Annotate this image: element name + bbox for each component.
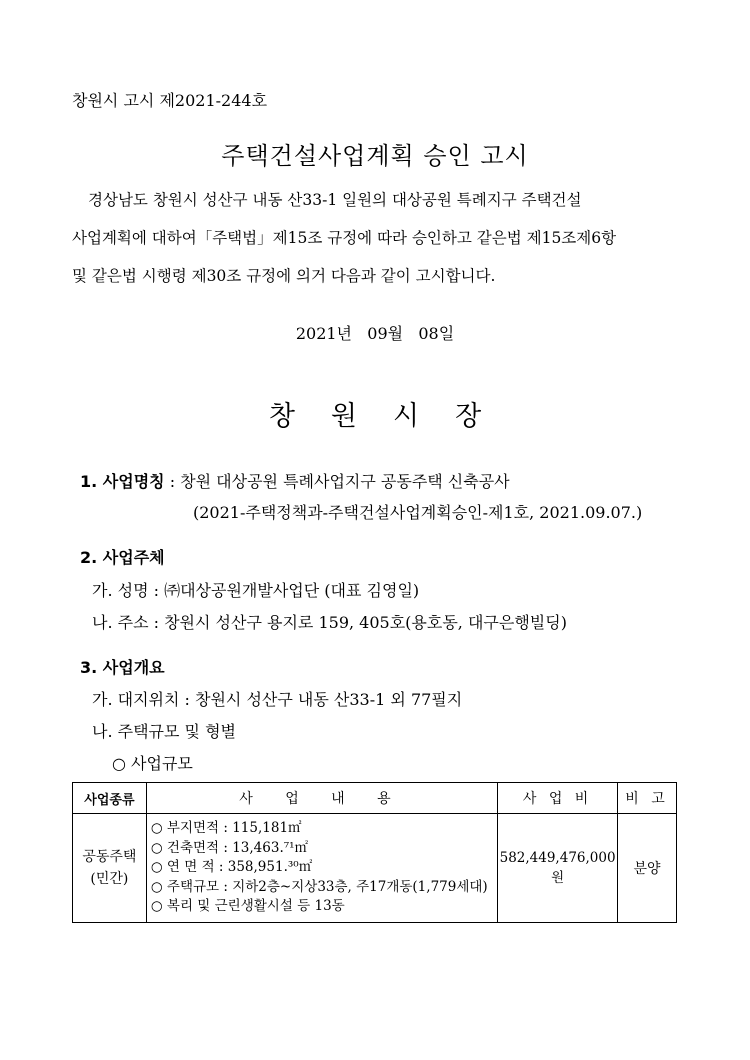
section-3-scale-heading: 나. 주택규모 및 형별	[92, 722, 236, 741]
header-type: 사업종류	[73, 783, 147, 814]
table-header-row	[73, 783, 677, 814]
section-3-heading: 3. 사업개요	[80, 658, 165, 677]
intro-line-2: 사업계획에 대하여「주택법」제15조 규정에 따라 승인하고 같은법 제15조제6항	[72, 229, 617, 247]
cell-content	[146, 814, 497, 923]
page-title: 주택건설사업계획 승인 고시	[221, 142, 529, 170]
notice-date: 2021년 09월 08일	[295, 324, 455, 343]
cell-note: 분양	[618, 814, 677, 923]
content-item: ○ 연 면 적 : 358,951.³⁰㎡	[150, 859, 313, 876]
project-table	[72, 782, 677, 923]
type-line-1: 공동주택	[82, 849, 137, 865]
header-cost: 사 업 비	[498, 783, 618, 814]
issuer-name: 창원시장	[268, 401, 518, 432]
section-1-sub: (2021-주택정책과-주택건설사업계획승인-제1호, 2021.09.07.)	[193, 503, 643, 522]
section-3-site: 가. 대지위치 : 창원시 성산구 내동 산33-1 외 77필지	[92, 690, 463, 709]
section-1-text: : 창원 대상공원 특례사업지구 공동주택 신축공사	[164, 472, 510, 491]
section-3-scale-sub: ○ 사업규모	[112, 754, 193, 773]
intro-paragraph	[72, 181, 692, 295]
content-item: ○ 부지면적 : 115,181㎡	[150, 820, 302, 837]
section-2-address: 나. 주소 : 창원시 성산구 용지로 159, 405호(용호동, 대구은행빌딩)	[92, 613, 567, 632]
section-1	[80, 469, 510, 492]
content-item: ○ 주택규모 : 지하2층~지상33층, 주17개동(1,779세대)	[150, 878, 488, 895]
intro-line-1: 경상남도 창원시 성산구 내동 산33-1 일원의 대상공원 특례지구 주택건설	[88, 191, 582, 209]
intro-line-3: 및 같은법 시행령 제30조 규정에 의거 다음과 같이 고시합니다.	[72, 267, 496, 285]
cell-type	[73, 814, 147, 923]
header-content: 사 업 내 용	[146, 783, 497, 814]
section-2-name: 가. 성명 : ㈜대상공원개발사업단 (대표 김영일)	[92, 581, 420, 600]
section-1-heading: 1. 사업명칭	[80, 472, 165, 491]
header-note: 비 고	[618, 783, 677, 814]
table-row	[73, 814, 677, 923]
content-item: ○ 복리 및 근린생활시설 등 13동	[150, 898, 345, 915]
section-2	[80, 545, 165, 568]
cell-cost: 582,449,476,000원	[498, 814, 618, 923]
section-3	[80, 655, 165, 678]
content-item: ○ 건축면적 : 13,463.⁷¹㎡	[150, 839, 309, 856]
section-2-heading: 2. 사업주체	[80, 548, 165, 567]
type-line-2: (민간)	[90, 871, 129, 887]
notice-number: 창원시 고시 제2021-244호	[72, 91, 268, 110]
